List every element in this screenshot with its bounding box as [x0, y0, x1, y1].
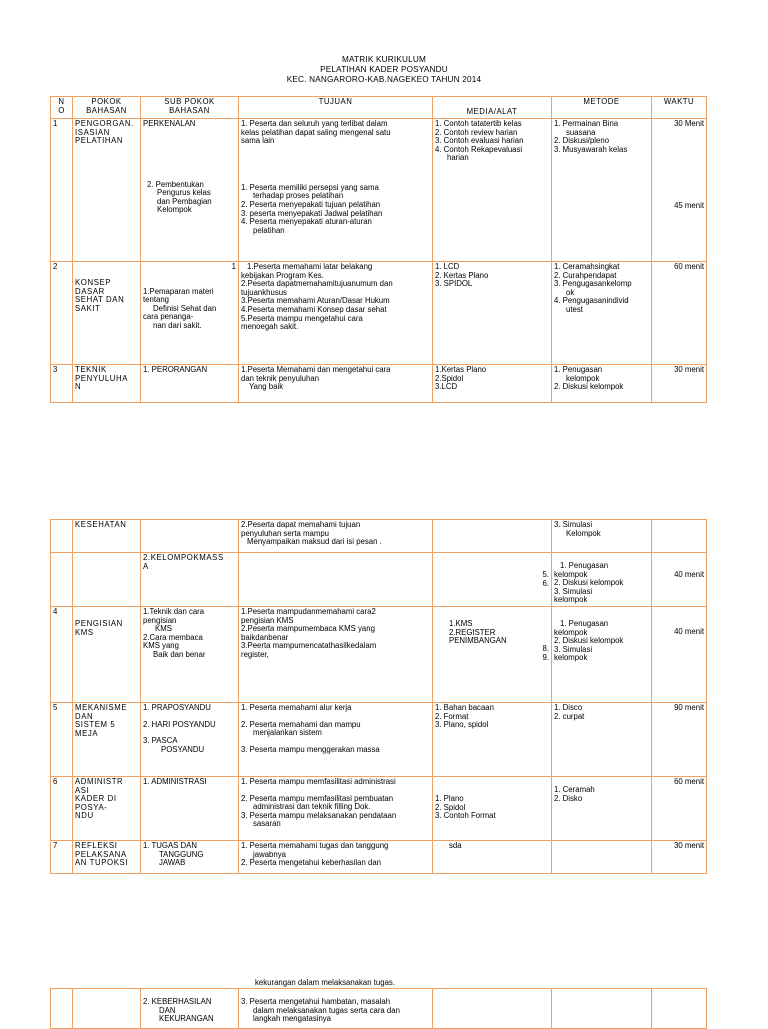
header-metode: METODE	[552, 97, 652, 119]
curriculum-table-page-3	[50, 988, 707, 1029]
waktu: 30 menit	[652, 840, 707, 873]
table-header-row	[51, 97, 707, 119]
waktu: 40 menit	[652, 553, 707, 607]
sub-pokok-bahasan	[141, 520, 239, 553]
tujuan: 1. Peserta memahami tugas dan tanggung jawabnya 2. Peserta mengetahui keberhasilan dan	[239, 840, 433, 873]
row-number	[51, 553, 73, 607]
pokok-bahasan: TEKNIK PENYULUHA N	[73, 365, 141, 403]
row-number	[51, 520, 73, 553]
media-alat: 1. LCD 2. Kertas Plano 3. SPIDOL	[433, 262, 552, 365]
metode: 1. Penugasan kelompok 2. Diskusi kelompok	[552, 365, 652, 403]
waktu: 60 menit	[652, 776, 707, 840]
table-row	[51, 119, 707, 262]
media-alat	[433, 520, 552, 553]
media-alat: sda	[433, 840, 552, 873]
pokok-bahasan	[73, 989, 141, 1029]
sub-pokok-bahasan: 2.KELOMPOKMASS A	[141, 553, 239, 607]
tujuan: 1.Peserta memahami latar belakang kebijakan Program Kes. 2.Peserta dapatmemahamitujuanumum dan tujuankhusus 3.Peserta memahami Aturan/Dasar Hukum 4.Peserta memahami Konsep dasar sehat 5.Peserta mampu mengetahui cara menoegah sakit.	[239, 262, 433, 365]
table-row	[51, 553, 707, 607]
tujuan: 1. Peserta memahami alur kerja 2. Peserta memahami dan mampu menjalankan sistem 3. Peserta mampu menggerakan massa	[239, 702, 433, 776]
media-alat	[433, 989, 552, 1029]
metode	[552, 840, 652, 873]
media-alat: 1. Bahan bacaan 2. Format 3. Plano, spidol	[433, 702, 552, 776]
media-alat: 1. Contoh tatatertib kelas 2. Contoh review harian 3. Contoh evaluasi harian 4. Contoh Rekapevaluasi harian	[433, 119, 552, 262]
header-no: N O	[51, 97, 73, 119]
pokok-bahasan: REFLEKSI PELAKSANA AN TUPOKSI	[73, 840, 141, 873]
table-row	[51, 989, 707, 1029]
table-row	[51, 365, 707, 403]
tujuan: 1.Peserta Memahami dan mengetahui cara dan teknik penyuluhan Yang baik	[239, 365, 433, 403]
sub-pokok-bahasan: 1 1.Pemaparan materi tentang Definisi Sehat dan cara penanga- nan dari sakit.	[141, 262, 239, 365]
waktu: 60 menit	[652, 262, 707, 365]
sub-pokok-bahasan: 2. KEBERHASILAN DAN KEKURANGAN	[141, 989, 239, 1029]
tujuan: 1.Peserta mampudanmemahami cara2 pengisian KMS 2.Peserta mampumembaca KMS yang baikdanbenar 3.Peerta mampumencatathasilkedalam register,	[239, 606, 433, 702]
pokok-bahasan: ADMINISTR ASI KADER DI POSYA- NDU	[73, 776, 141, 840]
sub-pokok-bahasan: 1. PERORANGAN	[141, 365, 239, 403]
table-row	[51, 702, 707, 776]
waktu	[652, 989, 707, 1029]
sub-pokok-bahasan: 1. ADMINISTRASI	[141, 776, 239, 840]
waktu: 90 menit	[652, 702, 707, 776]
sub-pokok-bahasan: 1. TUGAS DAN TANGGUNG JAWAB	[141, 840, 239, 873]
title-line-1: MATRIK KURIKULUM	[341, 55, 427, 64]
row-number	[51, 989, 73, 1029]
media-alat: 1. Plano 2. Spidol 3. Contoh Format	[433, 776, 552, 840]
table-row	[51, 262, 707, 365]
table-row	[51, 776, 707, 840]
row-number: 7	[51, 840, 73, 873]
metode: 1. Ceramahsingkat 2. Curahpendapat 3. Pengugasankelomp ok 4. Pengugasanindivid utest	[552, 262, 652, 365]
tujuan: 2.Peserta dapat memahami tujuan penyuluhan serta mampu Menyampaikan maksud dari isi pesan .	[239, 520, 433, 553]
metode: 1. Disco 2. curpat	[552, 702, 652, 776]
row-number: 6	[51, 776, 73, 840]
tujuan: 3. Peserta mengetahui hambatan, masalah dalam melaksanakan tugas serta cara dan langkah mengatasinya	[239, 989, 433, 1029]
row-number: 5	[51, 702, 73, 776]
sub-pokok-bahasan: 1. PRAPOSYANDU 2. HARI POSYANDU 3. PASCA POSYANDU	[141, 702, 239, 776]
table-row	[51, 520, 707, 553]
title-line-2: PELATIHAN KADER POSYANDU	[320, 64, 448, 74]
pokok-bahasan: KONSEP DASAR SEHAT DAN SAKIT	[73, 262, 141, 365]
curriculum-table-page-1	[50, 96, 707, 403]
tujuan: 1. Peserta dan seluruh yang terlibat dalam kelas pelatihan dapat saling mengenal satu sama lain 1. Peserta memiliki persepsi yang sama terhadap proses pelatihan 2. Peserta menyepakati tujuan pelatihan 3. peserta menyepakati Jadwal pelatihan 4. Peserta menyepakati aturan-aturan pelatihan	[239, 119, 433, 262]
metode: 1. Permainan Bina suasana 2. Diskusi/pleno 3. Musyawarah kelas	[552, 119, 652, 262]
metode: 3. Simulasi Kelompok	[552, 520, 652, 553]
metode: 1. Penugasan kelompok 2. Diskusi kelompok 3. Simulasi kelompok	[552, 553, 652, 607]
waktu: 30 menit	[652, 365, 707, 403]
row-number: 1	[51, 119, 73, 262]
table-row	[51, 606, 707, 702]
header-sub-pokok-bahasan: SUB POKOK BAHASAN	[141, 97, 239, 119]
pokok-bahasan: KESEHATAN	[73, 520, 141, 553]
pokok-bahasan: PENGORGAN. ISASIAN PELATIHAN	[73, 119, 141, 262]
metode	[552, 989, 652, 1029]
media-alat: 1.KMS 2.REGISTER PENIMBANGAN 8. 9.	[433, 606, 552, 702]
header-pokok-bahasan: POKOK BAHASAN	[73, 97, 141, 119]
row-number: 4	[51, 606, 73, 702]
pokok-bahasan	[73, 553, 141, 607]
header-tujuan: TUJUAN	[239, 97, 433, 119]
sub-pokok-bahasan: 1.Teknik dan cara pengisian KMS 2.Cara membaca KMS yang Baik dan benar	[141, 606, 239, 702]
metode: 1. Penugasan kelompok 2. Diskusi kelompok 3. Simulasi kelompok	[552, 606, 652, 702]
tujuan: 1. Peserta mampu memfasilitasi administrasi 2. Peserta mampu memfasilitasi pembuatan administrasi dan teknik filling Dok. 3. Peserta mampu melaksanakan pendataan sasaran	[239, 776, 433, 840]
header-media-alat: MEDIA/ALAT	[433, 97, 552, 119]
waktu: 40 menit	[652, 606, 707, 702]
sub-pokok-bahasan: PERKENALAN 2. Pembentukan Pengurus kelas dan Pembagian Kelompok	[141, 119, 239, 262]
header-waktu: WAKTU	[652, 97, 707, 119]
media-alat: 1.Kertas Plano 2.Spidol 3.LCD	[433, 365, 552, 403]
row-number: 2	[51, 262, 73, 365]
table-row	[51, 840, 707, 873]
title-line-3: KEC. NANGARORO-KAB.NAGEKEO TAHUN 2014	[286, 74, 482, 84]
continued-text: kekurangan dalam melaksanakan tugas.	[255, 978, 395, 987]
media-alat: 5. 6.	[433, 553, 552, 607]
waktu	[652, 520, 707, 553]
waktu: 30 Menit 45 menit	[652, 119, 707, 262]
pokok-bahasan: PENGISIAN KMS	[73, 606, 141, 702]
row-number: 3	[51, 365, 73, 403]
document-title	[0, 55, 768, 84]
tujuan	[239, 553, 433, 607]
pokok-bahasan: MEKANISME DAN SISTEM 5 MEJA	[73, 702, 141, 776]
curriculum-table-page-2	[50, 519, 707, 874]
metode: 1. Ceramah 2. Disko	[552, 776, 652, 840]
